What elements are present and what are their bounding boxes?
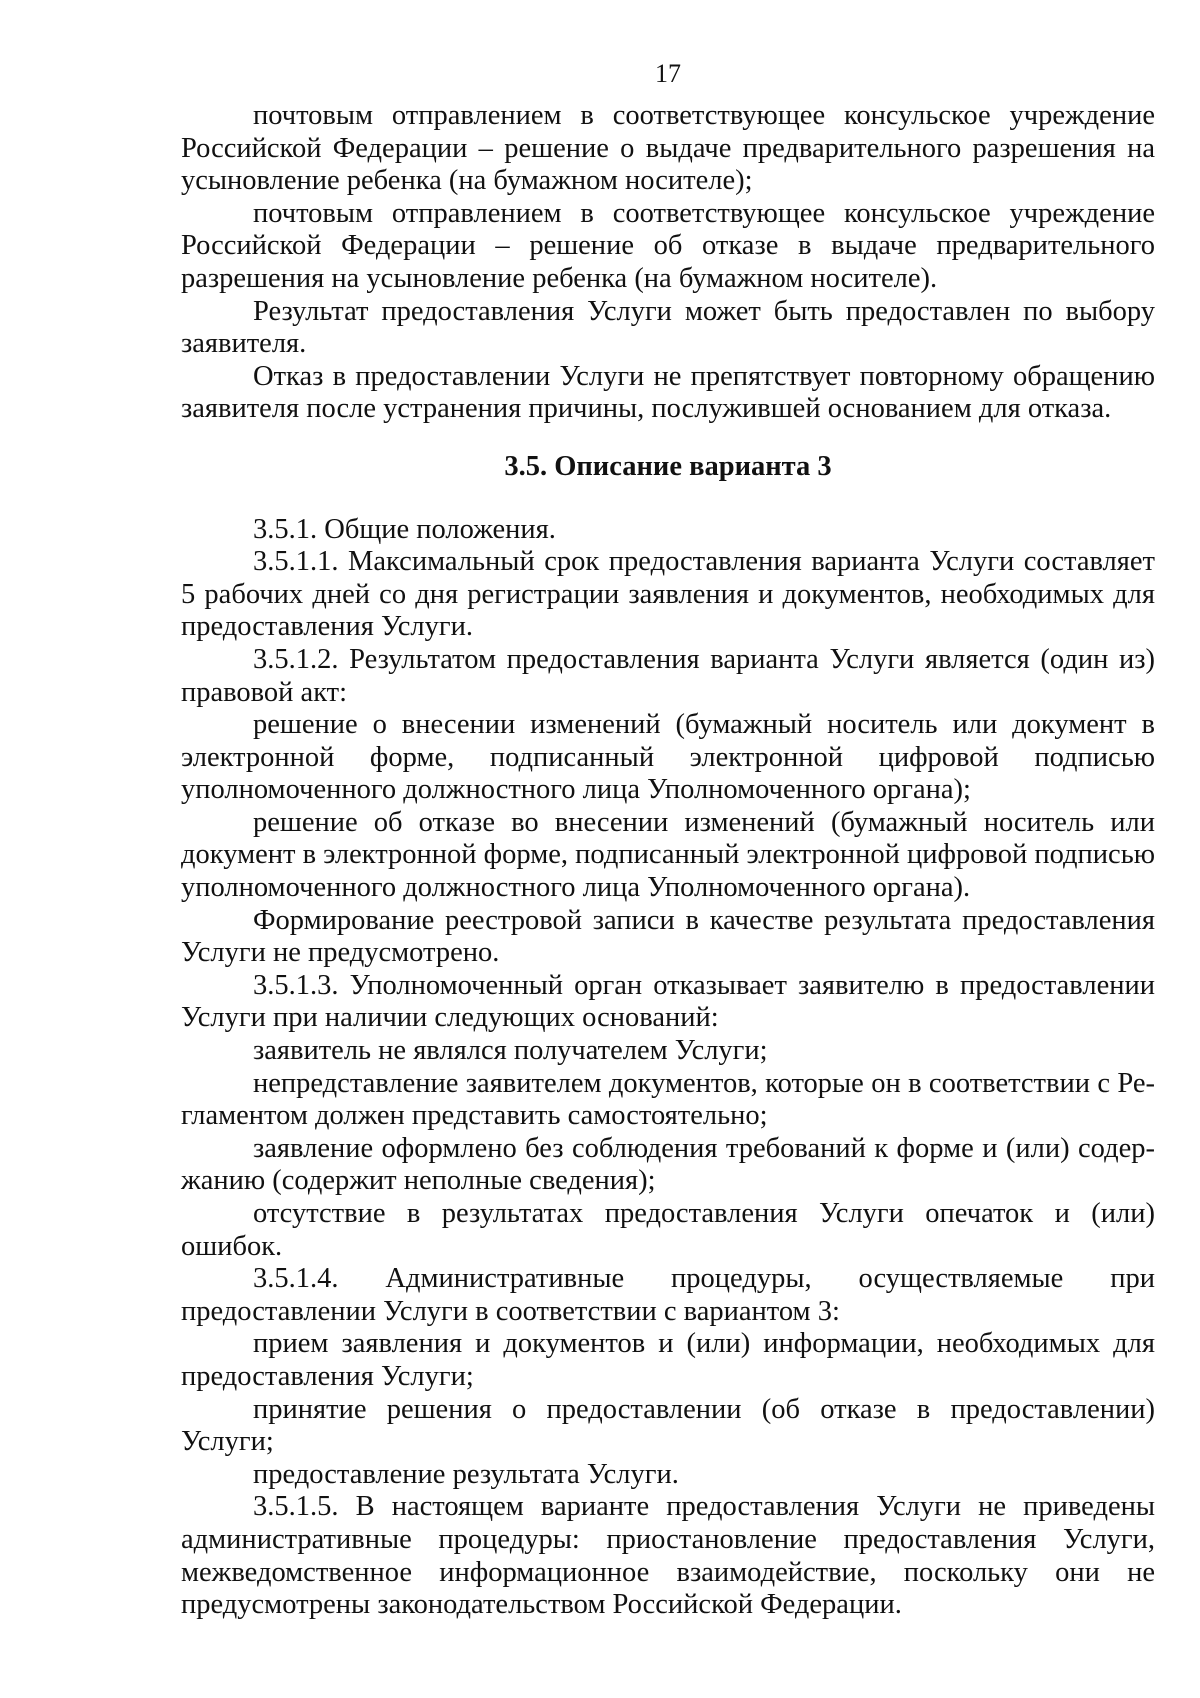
paragraph: заявитель не являлся получателем Услуги;: [253, 1035, 768, 1067]
section-heading: 3.5. Описание варианта 3: [504, 450, 832, 482]
paragraph: 3.5.1.4. Административные процедуры, осуществляемые при предоставлении Услуги в соответствии с вариантом 3:: [181, 1263, 1155, 1327]
paragraph: отсутствие в результатах предоставления Услуги опечаток и (или) ошибок.: [181, 1198, 1155, 1262]
paragraph: непредставление заявителем документов, которые он в соответствии с Регламентом должен представить самостоятельно;: [181, 1067, 1155, 1132]
paragraph: почтовым отправлением в соответствующее консульское учреждение Российской Федерации – решение об отказе в выдаче предварительного разрешения на усыновление ребенка (на бумажном носителе).: [181, 197, 1155, 294]
paragraph: Результат предоставления Услуги может быть предоставлен по выбору заявителя.: [181, 295, 1155, 360]
paragraph: Отказ в предоставлении Услуги не препятствует повторному обращению заявителя после устранения причины, послужившей основанием для отказа.: [181, 360, 1155, 425]
paragraph: принятие решения о предоставлении (об отказе в предоставлении) Услуги;: [181, 1393, 1155, 1458]
paragraph: 3.5.1.2. Результатом предоставления варианта Услуги является (один из) правовой акт:: [181, 643, 1155, 708]
paragraph: решение о внесении изменений (бумажный носитель или документ в электронной форме, подписанный электронной цифровой подписью уполномоченного должностного лица Уполномоченного органа);: [181, 709, 1155, 806]
paragraph: почтовым отправлением в соответствующее консульское учреждение Российской Федерации – решение о выдаче предварительного разрешения на усыновление ребенка (на бумажном носителе);: [181, 100, 1155, 197]
document-page: [181, 48, 1155, 1622]
paragraph: 3.5.1.5. В настоящем варианте предоставления Услуги не приведены административные процедуры: приостановление предоставления Услуги, межведомственное информационное взаимодействие, поскольку они не предусмотрены законодательством Российской Федерации.: [181, 1491, 1155, 1621]
paragraph: предоставление результата Услуги.: [253, 1458, 679, 1490]
paragraph: решение об отказе во внесении изменений (бумажный носитель или документ в электронной форме, подписанный электронной цифровой подписью уполномоченного должностного лица Уполномоченного органа).: [181, 806, 1155, 904]
page-number: 17: [655, 59, 681, 88]
paragraph: 3.5.1.3. Уполномоченный орган отказывает заявителю в предоставлении Услуги при наличии следующих оснований:: [181, 969, 1155, 1034]
paragraph: заявление оформлено без соблюдения требований к форме и (или) содержанию (содержит неполные сведения);: [181, 1132, 1155, 1197]
paragraph: прием заявления и документов и (или) информации, необходимых для предоставления Услуги;: [181, 1328, 1155, 1392]
paragraph: 3.5.1. Общие положения.: [253, 513, 556, 545]
paragraph: Формирование реестровой записи в качестве результата предоставления Услуги не предусмотрено.: [181, 904, 1155, 969]
paragraph: 3.5.1.1. Максимальный срок предоставления варианта Услуги составляет 5 рабочих дней со дня регистрации заявления и документов, необходимых для предоставления Услуги.: [181, 546, 1155, 643]
